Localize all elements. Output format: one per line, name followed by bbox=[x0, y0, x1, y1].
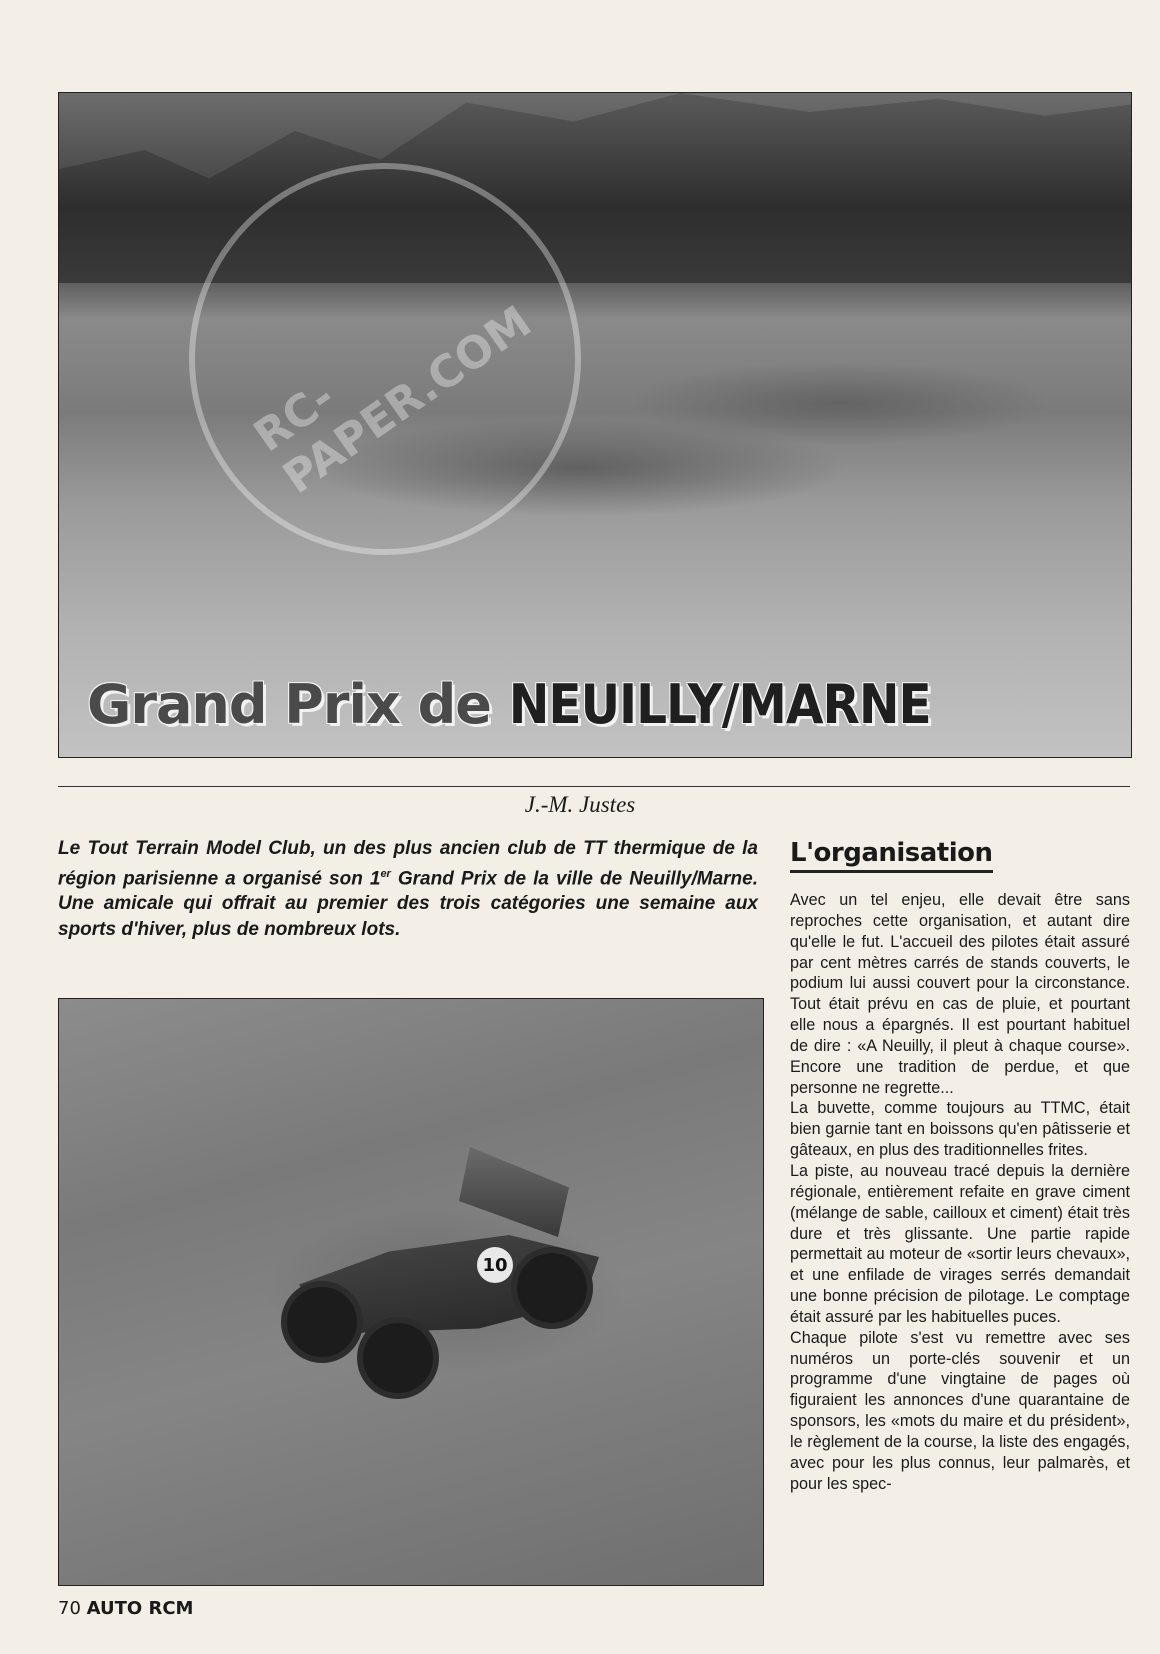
body-paragraph: La piste, au nouveau tracé depuis la dernière régionale, entièrement refaite en grave ciment (mélange de sable, cailloux et ciment) était très dure et très glissante. Une partie rapide permettait au moteur de «sortir leurs chevaux», et une enfilade de virages serrés demandait une bonne précision de pilotage. Le comptage était assuré par les habituelles puces. bbox=[790, 1161, 1130, 1326]
title-part-2: NEUILLY/MARNE bbox=[508, 673, 931, 736]
hero-photo bbox=[58, 92, 1132, 758]
title-rule bbox=[58, 786, 1130, 787]
section-heading: L'organisation bbox=[790, 838, 993, 873]
body-paragraph: La buvette, comme toujours au TTMC, était bien garnie tant en boissons qu'en pâtisserie et gâteaux, en plus des traditionnelles frites. bbox=[790, 1099, 1130, 1160]
intro-superscript: er bbox=[380, 867, 391, 880]
title-part-1: Grand Prix de bbox=[87, 673, 491, 736]
car-number-plate: 10 bbox=[477, 1247, 513, 1283]
intro-text-1: Le Tout Terrain Model Club, un des plus ancien club de TT thermique de la région parisienne a organisé son 1 bbox=[58, 838, 758, 889]
car-front-wheel bbox=[281, 1281, 363, 1363]
car-rear-wheel bbox=[511, 1247, 593, 1329]
intro-text-2: Grand Prix de la ville de Neuilly/Marne. Une amicale qui offrait au premier des trois catégories une semaine aux sports d'hiver, plus de nombreux lots. bbox=[58, 867, 759, 940]
page-number: 70 bbox=[58, 1598, 81, 1619]
byline: J.-M. Justes bbox=[524, 792, 636, 817]
page-footer bbox=[58, 1598, 193, 1619]
body-paragraph: Chaque pilote s'est vu remettre avec ses numéros un porte-clés souvenir et un programme d'une vingtaine de pages où figuraient les annonces d'une quarantaine de sponsors, les «mots du maire et du président», le règlement de la course, la liste des engagés, avec pour les plus connus, leur palmarès, et pour les spec- bbox=[790, 1328, 1130, 1493]
car-photo bbox=[58, 998, 764, 1586]
watermark-text: RC-PAPER.COM bbox=[244, 296, 541, 505]
body-paragraph: Avec un tel enjeu, elle devait être sans reproches cette organisation, et autant dire qu'elle le fut. L'accueil des pilotes était assuré par cent mètres carrés de stands couverts, le podium lui aussi couvert pour la circonstance. Tout était prévu en cas de pluie, et pourtant elle nous a épargnés. Il est pourtant habituel de dire : «A Neuilly, il pleut à chaque course». Encore une tradition de perdue, et que personne ne regrette... bbox=[790, 891, 1130, 1097]
body-column bbox=[790, 890, 1130, 1494]
article-title bbox=[87, 673, 1103, 736]
car-front-wheel-2 bbox=[357, 1317, 439, 1399]
car-rear-wing bbox=[459, 1147, 569, 1237]
publication-name: AUTO RCM bbox=[86, 1598, 194, 1619]
intro-paragraph bbox=[58, 836, 758, 942]
